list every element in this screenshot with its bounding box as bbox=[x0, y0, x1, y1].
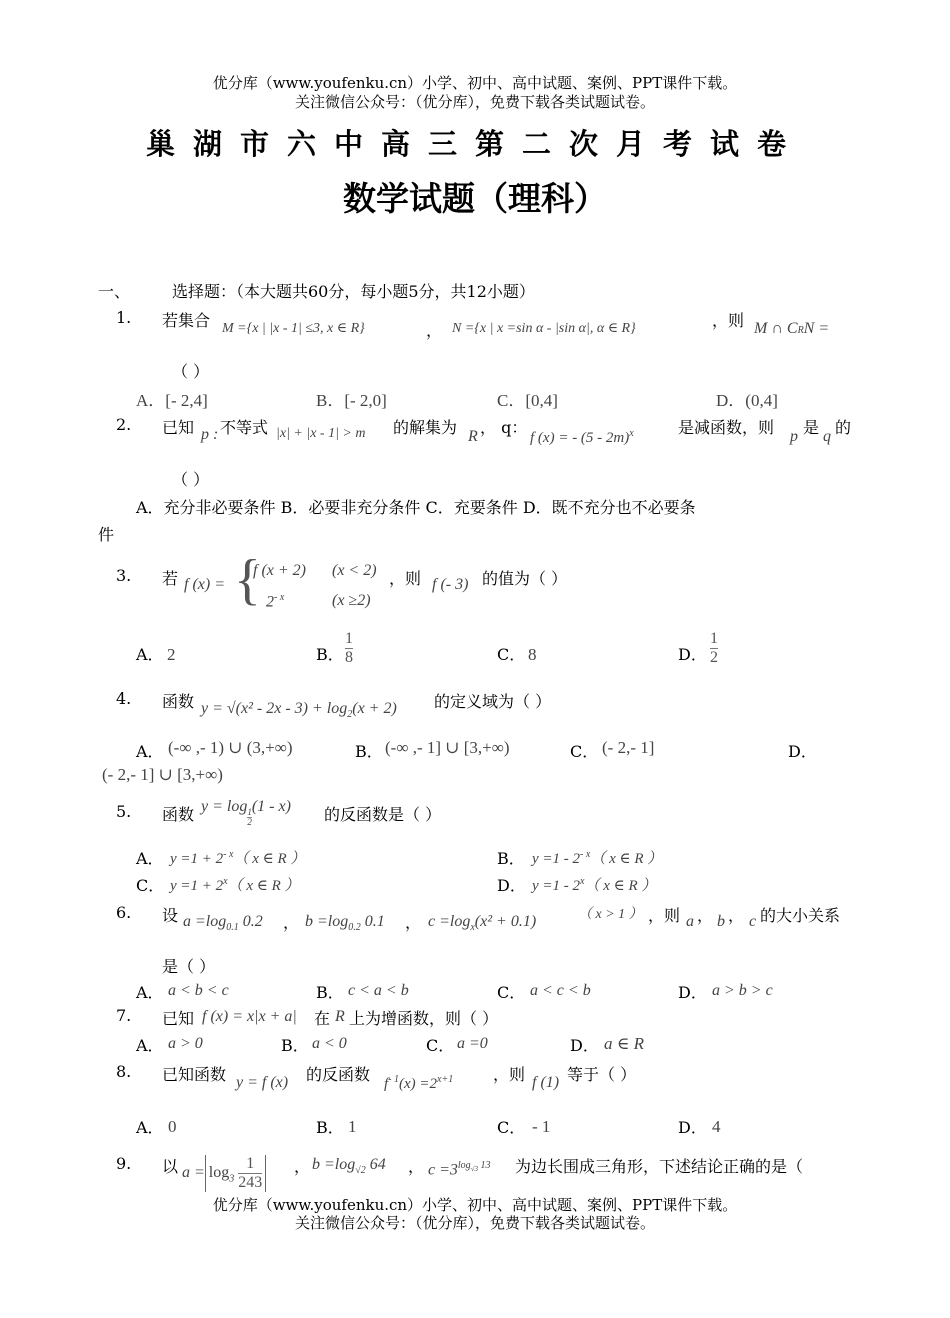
q6-option-b: c < a < b bbox=[348, 982, 409, 999]
q1-option-c: C．[0,4] bbox=[497, 391, 558, 410]
q6-option-a-label: A． bbox=[136, 983, 164, 1002]
q8-option-a: 0 bbox=[168, 1117, 177, 1136]
q8-option-a-label: A． bbox=[136, 1118, 164, 1137]
q6-stem-c: 的大小关系 bbox=[760, 906, 841, 925]
q6-option-b-label: B． bbox=[316, 983, 344, 1002]
q3-cond1: (x < 2) bbox=[332, 562, 377, 579]
q9-a-def: $a = \log_3$ $\frac{1}{243}$ bbox=[182, 1155, 266, 1192]
q8-inverse: $f^{- 1}(x) =2^{x+1}$ bbox=[384, 1074, 454, 1092]
q4-option-c-label: C． bbox=[570, 742, 599, 761]
q2-p: p : bbox=[201, 426, 219, 443]
q3-option-d: $\frac{1}{2}$ bbox=[710, 630, 718, 666]
q8-function: y = f (x) bbox=[236, 1074, 289, 1091]
q7-option-b: a < 0 bbox=[312, 1035, 347, 1052]
header-line-1: 优分库（www.youfenku.cn）小学、初中、高中试题、案例、PPT课件下载。 bbox=[212, 74, 738, 92]
q9-number: 9. bbox=[116, 1154, 132, 1173]
q6-var-a: a bbox=[686, 913, 694, 930]
q7-r: R bbox=[335, 1008, 345, 1025]
q5-option-b-label: B． bbox=[497, 849, 525, 868]
q4-option-d: (- 2,- 1] ∪ [3,+∞) bbox=[102, 765, 223, 784]
q5-number: 5. bbox=[116, 802, 132, 821]
q5-option-c: $y =1 + 2^x$（ x ∈ R ） bbox=[170, 876, 300, 894]
section-label: 选择题：（本大题共60分，每小题5分，共12小题） bbox=[172, 282, 535, 301]
q1-set-m: M ={x | |x - 1| ≤3, x ∈ R} bbox=[222, 321, 365, 336]
q4-option-c: (- 2,- 1] bbox=[602, 738, 655, 757]
q7-option-d-label: D． bbox=[570, 1036, 599, 1055]
q4-stem-a: 函数 bbox=[162, 692, 195, 711]
q3-option-c: 8 bbox=[528, 645, 537, 664]
q5-option-a: $y =1 + 2^{- x}$（ x ∈ R ） bbox=[170, 849, 306, 867]
q4-option-a: (-∞ ,- 1) ∪ (3,+∞) bbox=[168, 738, 293, 757]
q6-option-c: a < c < b bbox=[530, 982, 591, 999]
section-number: 一、 bbox=[98, 282, 131, 301]
q3-f-neg3: f (- 3) bbox=[432, 576, 469, 593]
q2-stem-f: 的 bbox=[835, 418, 852, 437]
q8-number: 8. bbox=[116, 1062, 132, 1081]
q2-options-tail: 件 bbox=[98, 525, 115, 544]
q8-option-c: - 1 bbox=[532, 1117, 551, 1136]
q7-stem-c: 上为增函数，则（ ） bbox=[349, 1009, 499, 1028]
q1-option-a: A．[- 2,4] bbox=[136, 391, 208, 410]
q6-option-a: a < b < c bbox=[168, 982, 229, 999]
q1-option-d: D．(0,4] bbox=[716, 391, 778, 410]
q8-stem-a: 已知函数 bbox=[162, 1065, 227, 1084]
q8-option-b: 1 bbox=[348, 1117, 357, 1136]
q1-stem-b: ，则 bbox=[712, 311, 745, 330]
q6-stem-d: 是（ ） bbox=[162, 957, 216, 976]
q8-f1: f (1) bbox=[532, 1074, 560, 1091]
q6-option-d-label: D． bbox=[678, 983, 707, 1002]
q3-fx: f (x) = bbox=[184, 576, 225, 593]
q4-stem-b: 的定义域为（ ） bbox=[434, 692, 552, 711]
q5-option-a-label: A． bbox=[136, 849, 164, 868]
footer-line-2: 关注微信公众号：（优分库），免费下载各类试题试卷。 bbox=[294, 1214, 655, 1232]
q3-brace: { bbox=[234, 549, 261, 611]
q6-stem-a: 设 bbox=[162, 906, 179, 925]
q2-stem-a: 已知 bbox=[162, 418, 195, 437]
q5-option-d-label: D． bbox=[497, 876, 526, 895]
q7-function: f (x) = x|x + a| bbox=[202, 1008, 297, 1025]
q1-set-n: N ={x | x =sin α - |sin α|, α ∈ R} bbox=[452, 321, 636, 336]
footer-line-1: 优分库（www.youfenku.cn）小学、初中、高中试题、案例、PPT课件下载。 bbox=[212, 1196, 738, 1214]
exam-title: 巢湖市六中高三第二次月考试卷 bbox=[145, 127, 804, 161]
q2-stem-b: 不等式 bbox=[220, 418, 269, 437]
q7-option-c-label: C． bbox=[426, 1036, 455, 1055]
q3-option-b-label: B． bbox=[316, 645, 344, 664]
q7-option-b-label: B． bbox=[281, 1036, 309, 1055]
q8-option-d: 4 bbox=[712, 1117, 721, 1136]
q7-number: 7. bbox=[116, 1006, 132, 1025]
q4-expression: $y = √(x^2 - 2x - 3) + \log_2(x + 2)$ bbox=[201, 700, 397, 721]
q2-p2: p bbox=[790, 428, 798, 445]
q2-q2: q bbox=[823, 428, 831, 445]
q6-option-c-label: C． bbox=[497, 983, 526, 1002]
q6-a-def: $a =\log_{0.1}$ 0.2 bbox=[183, 913, 263, 934]
q9-c-def: $c =3^{log_{√3} 13}$ bbox=[428, 1160, 491, 1179]
q5-option-c-label: C． bbox=[136, 876, 165, 895]
q5-stem-a: 函数 bbox=[162, 805, 195, 824]
q7-option-d: a ∈ R bbox=[604, 1034, 644, 1053]
q5-option-d: y =1 - 2$^x$（ x ∈ R ） bbox=[532, 876, 657, 894]
q2-options: A．充分非必要条件 B．必要非充分条件 C．充要条件 D．既不充分也不必要条 bbox=[136, 498, 696, 517]
q4-option-b: (-∞ ,- 1] ∪ [3,+∞) bbox=[385, 738, 510, 757]
q6-c-def: $c =\log_x(x^2 + 0.1)$ bbox=[428, 913, 537, 934]
q2-q: ， q： bbox=[480, 418, 528, 437]
q2-number: 2. bbox=[116, 415, 132, 434]
q4-option-b-label: B． bbox=[355, 742, 383, 761]
q6-var-c: c bbox=[749, 913, 757, 930]
q8-stem-c: ，则 bbox=[493, 1065, 526, 1084]
q6-option-d: a > b > c bbox=[712, 982, 773, 999]
q4-number: 4. bbox=[116, 689, 132, 708]
q3-case2: $2^{- x}$ bbox=[266, 592, 285, 611]
q7-option-a: a > 0 bbox=[168, 1035, 203, 1052]
q6-var-b: b bbox=[717, 913, 725, 930]
q1-expr: M ∩ CRN = bbox=[754, 320, 830, 337]
q4-option-d-label: D． bbox=[788, 742, 817, 761]
q1-number: 1. bbox=[116, 308, 132, 327]
q7-option-c: a =0 bbox=[457, 1035, 488, 1052]
q2-function: f (x) = - (5 - 2m)$^x$ bbox=[530, 428, 634, 446]
q2-stem-e: 是 bbox=[803, 418, 820, 437]
q3-option-d-label: D． bbox=[678, 645, 707, 664]
q7-stem-b: 在 bbox=[314, 1009, 331, 1028]
q8-option-b-label: B． bbox=[316, 1118, 344, 1137]
q2-stem-d: 是减函数，则 bbox=[678, 418, 775, 437]
q3-option-c-label: C． bbox=[497, 645, 526, 664]
q8-option-d-label: D． bbox=[678, 1118, 707, 1137]
q1-option-b: B．[- 2,0] bbox=[316, 391, 387, 410]
q3-case1: f (x + 2) bbox=[253, 562, 306, 579]
q3-number: 3. bbox=[116, 566, 132, 585]
q1-answer-paren: （ ） bbox=[172, 362, 210, 381]
q2-stem-c: 的解集为 bbox=[393, 418, 458, 437]
q5-option-b: $y =1 - 2^{- x}$（ x ∈ R ） bbox=[532, 849, 663, 867]
q8-stem-b: 的反函数 bbox=[306, 1065, 371, 1084]
q6-number: 6. bbox=[116, 903, 132, 922]
q8-stem-d: 等于（ ） bbox=[567, 1065, 637, 1084]
q3-stem-a: 若 bbox=[162, 569, 179, 588]
q8-option-c-label: C． bbox=[497, 1118, 526, 1137]
q3-option-a: 2 bbox=[167, 645, 176, 664]
q9-stem-b: 为边长围成三角形，下述结论正确的是（ bbox=[515, 1157, 804, 1176]
q3-option-b: $\frac{1}{8}$ bbox=[345, 630, 353, 666]
q3-stem-c: 的值为（ ） bbox=[482, 569, 568, 588]
q6-stem-b: ，则 bbox=[648, 906, 681, 925]
q9-b-def: $b =\log_{√2}$ 64 bbox=[312, 1156, 386, 1177]
q3-cond2: (x ≥2) bbox=[332, 592, 371, 609]
q6-b-def: $b =\log_{0.2}$ 0.1 bbox=[305, 913, 385, 934]
q7-option-a-label: A． bbox=[136, 1036, 164, 1055]
q9-stem-a: 以 bbox=[162, 1157, 179, 1176]
q2-inequality: |x| + |x - 1| > m bbox=[276, 426, 366, 441]
q1-stem-a: 若集合 bbox=[162, 311, 211, 330]
q6-condition: （ x > 1 ） bbox=[578, 907, 643, 922]
q3-stem-b: ，则 bbox=[389, 569, 422, 588]
q3-option-a-label: A． bbox=[136, 645, 164, 664]
q7-stem-a: 已知 bbox=[162, 1009, 195, 1028]
q5-stem-b: 的反函数是（ ） bbox=[324, 805, 442, 824]
exam-subtitle: 数学试题（理科） bbox=[343, 179, 607, 218]
q4-option-a-label: A． bbox=[136, 742, 164, 761]
q5-expression: y = log $\frac{1}{2}$ (1 - x) bbox=[201, 798, 291, 827]
q2-answer-paren: （ ） bbox=[172, 470, 210, 489]
header-line-2: 关注微信公众号：（优分库），免费下载各类试题试卷。 bbox=[294, 93, 655, 111]
q2-r: R bbox=[468, 428, 478, 445]
